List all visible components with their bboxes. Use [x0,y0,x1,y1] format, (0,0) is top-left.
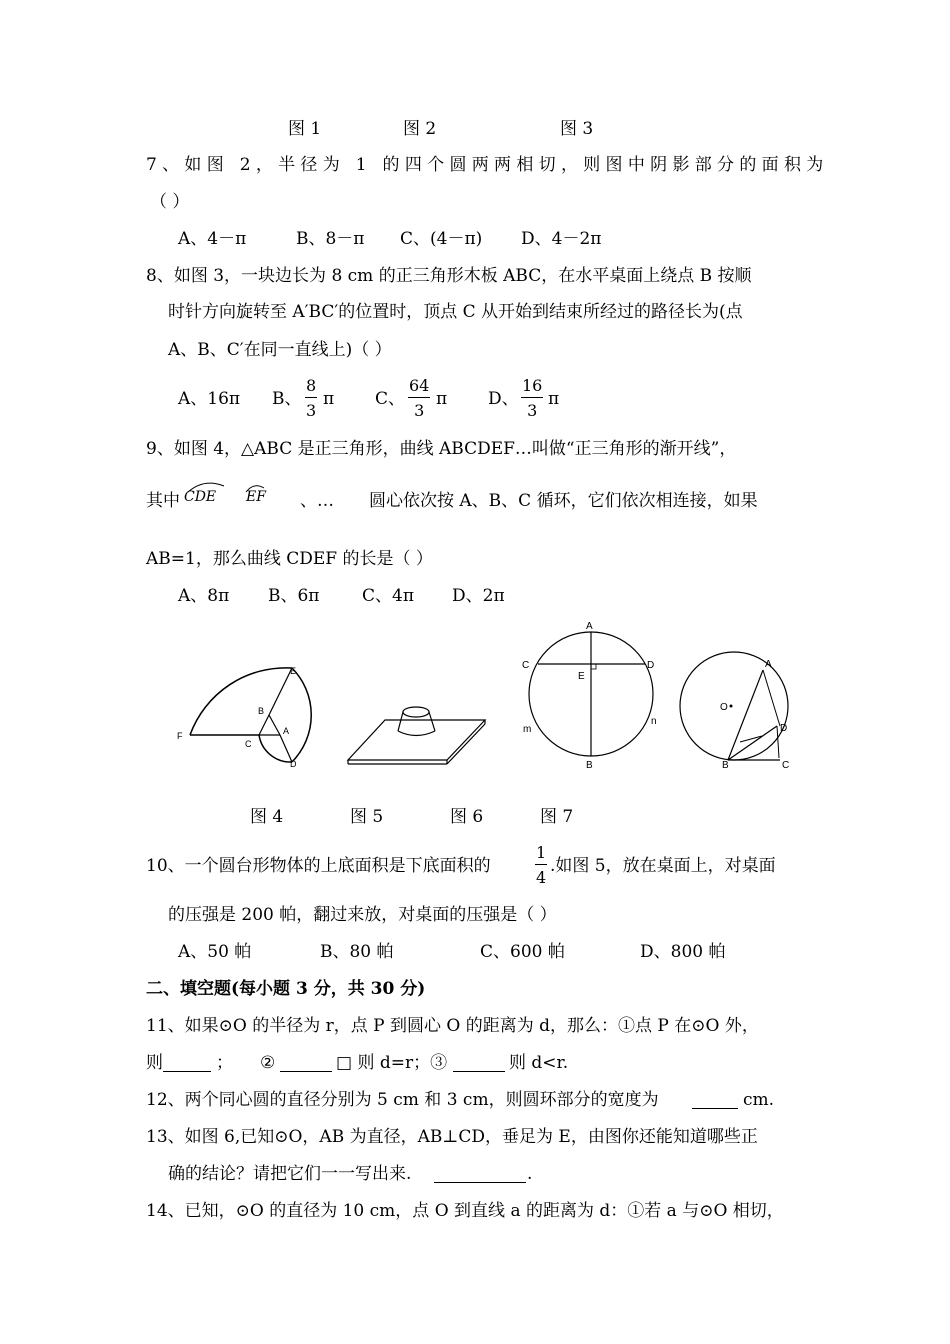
q10-option-d: D、800 帕 [640,942,726,962]
q7-option-d: D、4－2π [521,229,602,249]
q13-blank[interactable] [434,1168,526,1183]
q10-fraction-denominator: 4 [536,868,547,887]
q8-option-a: A、16π [178,389,241,409]
fig4-arc-ed [292,668,311,762]
q11-line2-b: ； [216,1053,233,1073]
fig4-line-be [269,668,292,715]
fig6-label-c: C [522,660,530,671]
q9-option-b: B、6π [268,586,320,606]
q9-option-d: D、2π [452,586,505,606]
fig6-label-d: D [647,660,655,671]
q7-option-c: C、(4－π) [400,229,483,249]
section2-title: 二、填空题(每小题 3 分，共 30 分) [146,979,426,999]
q9-stem-line2-start: 其中 [146,491,180,511]
figure-5 [340,695,490,765]
caption-fig4: 图 4 [250,807,284,827]
fig7-line-ba [728,670,763,760]
caption-fig2: 图 2 [403,119,437,139]
q8-option-b-numerator: 8 [305,376,317,398]
q10-fraction-numerator: 1 [535,843,547,865]
fig7-label-d: D [780,723,788,734]
fig4-label-e: E [290,666,297,676]
q8-option-d-pi: π [548,389,560,409]
q9-arc-ef-mark [244,482,268,494]
q9-stem-line2-end: 圆心依次按 A、B、C 循环，它们依次相连接，如果 [369,491,758,511]
caption-fig1: 图 1 [288,119,322,139]
q8-option-c-denominator: 3 [414,401,425,420]
fig5-frustum-bottom [398,731,435,736]
fig4-label-f: F [177,731,183,741]
q11-blank-2[interactable] [280,1057,332,1072]
q9-stem-line3: AB=1，那么曲线 CDEF 的长是（ ） [146,549,433,569]
fig6-label-b: B [586,760,593,771]
caption-fig6: 图 6 [450,807,484,827]
q8-option-b-denominator: 3 [306,401,317,420]
fig5-board-top [348,720,485,760]
fig4-arc-fe [190,668,292,735]
q10-stem-line2: 的压强是 200 帕，翻过来放，对桌面的压强是（ ） [168,905,557,925]
fig7-label-a: A [765,659,772,670]
q8-option-d-numerator: 16 [521,376,543,398]
q8-option-b-pi: π [323,389,335,409]
fig7-line-ad [763,670,780,726]
q10-option-b: B、80 帕 [320,942,394,962]
fig4-label-d: D [290,759,297,769]
fig7-line-dc [777,726,779,758]
q9-ellipsis: 、… [300,491,334,511]
q8-option-b-fraction [305,376,317,420]
q14-stem-line1: 14、已知，⊙O 的直径为 10 cm，点 O 到直线 a 的距离为 d：①若 a 与⊙O 相切， [146,1201,784,1221]
q10-option-a: A、50 帕 [178,942,252,962]
q11-blank-1[interactable] [163,1057,211,1072]
q9-arc-cde-mark [184,480,234,494]
q8-stem-line1: 8、如图 3，一块边长为 8 cm 的正三角形木板 ABC，在水平桌面上绕点 B 按顺 [146,266,752,286]
figure-7 [675,650,805,775]
q8-option-d-fraction [521,376,543,420]
fig7-center-dot [730,705,733,708]
q8-stem-line3: A、B、C′在同一直线上)（ ） [168,340,392,360]
q8-option-d-label: D、 [488,389,519,409]
q7-answer-paren: （ ） [150,192,190,212]
figure-4 [170,660,330,770]
q8-option-c-numerator: 64 [408,376,430,398]
fig4-line-cb [259,715,269,735]
q13-stem-line2: 确的结论？请把它们一一写出来. [168,1164,412,1184]
fig4-line-ba [269,715,280,735]
q8-option-d-denominator: 3 [527,401,538,420]
q7-option-a: A、4－π [178,229,247,249]
q9-stem-line1: 9、如图 4，△ABC 是正三角形，曲线 ABCDEF…叫做“正三角形的渐开线”， [146,439,737,459]
q8-option-b-label: B、 [272,389,302,409]
q9-option-a: A、8π [178,586,230,606]
q10-stem-line1-start: 10、一个圆台形物体的上底面积是下底面积的 [146,856,491,876]
q10-option-c: C、600 帕 [480,942,565,962]
q11-line2-e: 则 d<r. [509,1053,569,1073]
q9-arc-ef: EF [246,489,266,505]
q12-unit: cm. [743,1090,775,1110]
q11-line2-a: 则 [146,1053,163,1073]
caption-fig3: 图 3 [560,119,594,139]
q11-stem-line1: 11、如果⊙O 的半径为 r，点 P 到圆心 O 的距离为 d，那么：①点 P 在⊙O 外， [146,1016,759,1036]
q7-option-b: B、8－π [296,229,365,249]
caption-fig5: 图 5 [350,807,384,827]
q12-stem: 12、两个同心圆的直径分别为 5 cm 和 3 cm，则圆环部分的宽度为 [146,1090,659,1110]
fig4-line-ad [280,735,292,762]
q8-option-c-fraction [408,376,430,420]
q11-line2-d: □ 则 d=r；③ [336,1053,448,1073]
caption-fig7: 图 7 [540,807,574,827]
fig5-frustum-top [403,707,429,717]
q9-arc-cde: CDE [184,489,217,505]
fig4-label-b: B [258,706,265,716]
fig7-label-o: O [720,702,728,713]
figure-6 [515,615,665,775]
q10-fraction [535,843,547,887]
fig6-label-a: A [586,621,593,632]
q8-option-c-label: C、 [375,389,406,409]
q13-end: . [527,1164,533,1184]
q8-option-c-pi: π [436,389,448,409]
fig6-label-m: m [523,724,532,735]
q10-stem-line1-end: .如图 5，放在桌面上，对桌面 [550,856,776,876]
q9-option-c: C、4π [362,586,414,606]
fig7-label-c: C [782,760,790,771]
q13-stem-line1: 13、如图 6,已知⊙O，AB 为直径，AB⊥CD，垂足为 E，由图你还能知道哪些正 [146,1127,758,1147]
q8-stem-line2: 时针方向旋转至 A′BC′的位置时，顶点 C 从开始到结束所经过的路径长为(点 [168,302,743,322]
q7-stem: 7、如图 2，半径为 1 的四个圆两两相切，则图中阴影部分的面积为 [146,155,829,175]
fig7-label-b: B [722,760,729,771]
fig4-label-a: A [283,726,290,736]
fig6-label-e: E [578,671,585,682]
fig6-label-n: n [651,716,657,727]
q12-blank[interactable] [692,1094,738,1109]
fig4-label-c: C [245,739,252,749]
fig4-arc-dc [259,735,292,762]
q11-line2-c: ② [260,1053,276,1073]
fig7-line-bd [728,726,777,760]
q11-blank-3[interactable] [453,1057,505,1072]
